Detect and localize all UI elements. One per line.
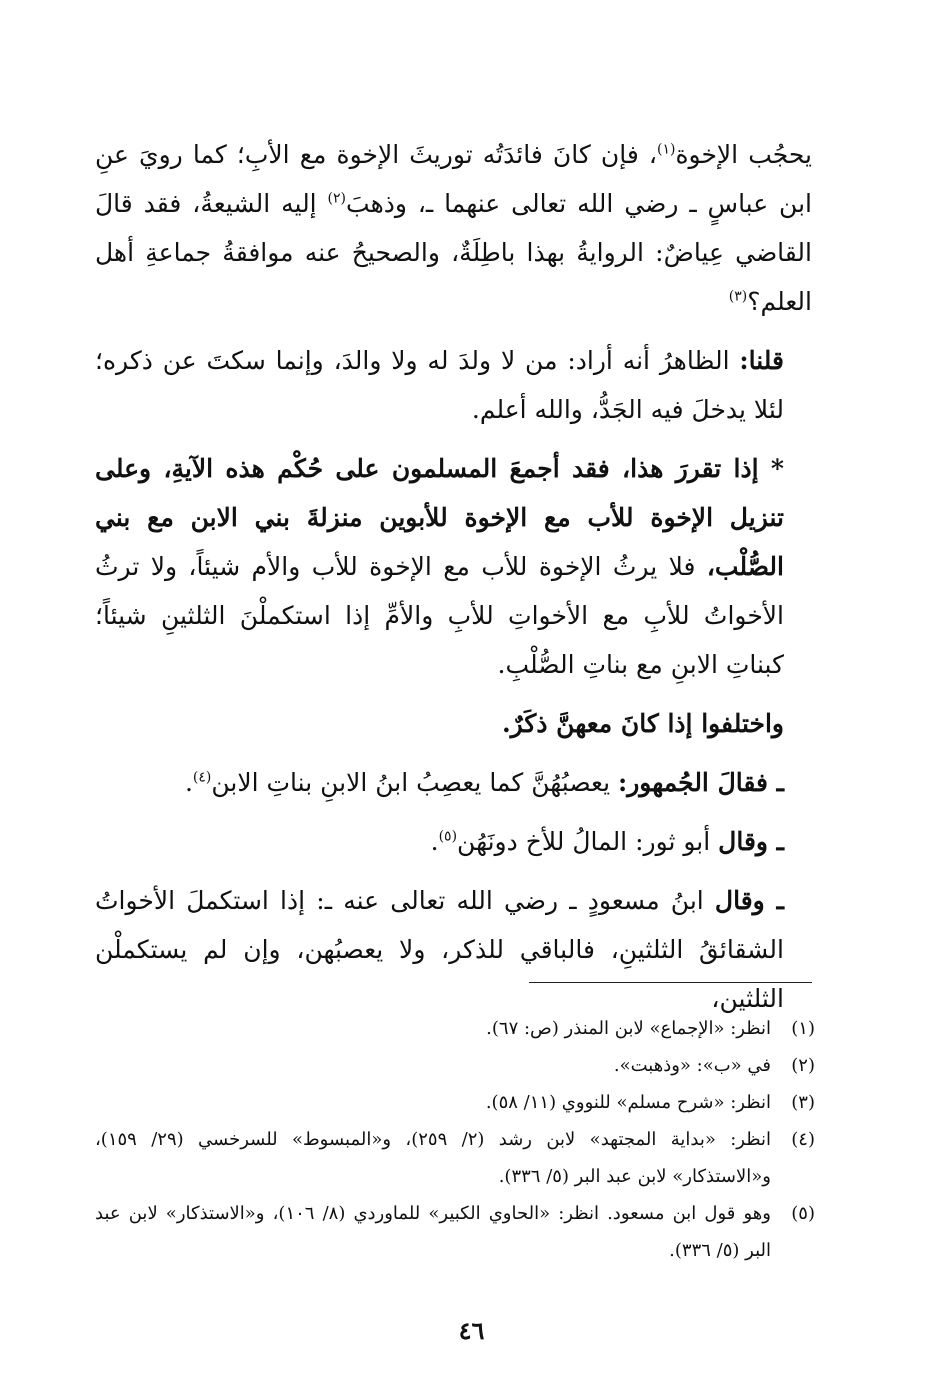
paragraph-3-bold-text: * إذا تقررَ هذا، فقد أجمعَ المسلمون على حُكْم هذه الآيةِ، وعلى تنزيل الإخوة للأب مع الإخوة للأبوين منزلةَ بني الابن مع بني الصُّلْب، <box>95 454 784 581</box>
paragraph-4-text: واختلفوا إذا كانَ معهنَّ ذكَرٌ. <box>501 709 784 738</box>
paragraph-5-end: . <box>184 768 193 797</box>
paragraph-2-lead: قلنا: <box>739 346 784 375</box>
paragraph-1-text-c: إليه الشيعةُ، فقد قالَ القاضي عِياضٌ: الروايةُ بهذا باطِلَةٌ، والصحيحُ عنه موافقةُ جماعةِ أهل العلم؟ <box>95 189 812 316</box>
footnote-1 <box>95 1010 815 1047</box>
paragraph-2 <box>95 336 812 434</box>
paragraph-5 <box>95 758 812 807</box>
footnote-number: (٣) <box>791 1092 815 1113</box>
paragraph-7-text: ابنُ مسعودٍ ـ رضي الله تعالى عنه ـ: إذا استكملَ الأخواتُ الشقائقُ الثلثينِ، فالباقي للذكر، ولا يعصبُهن، وإن لم يستكملْن الثلثين، <box>95 886 784 1013</box>
footnote-ref-2[interactable]: (٢) <box>327 190 347 207</box>
paragraph-1-text-b: ، فإن كانَ فائدَتُه توريثَ الإخوة مع الأبِ؛ كما رويَ عنِ ابن عباسٍ ـ رضي الله تعالى عنهما ـ، وذهبَ <box>95 140 812 218</box>
paragraph-5-text: يعصبُهُنَّ كما يعصِبُ ابنُ الابنِ بناتِ الابن <box>211 768 618 797</box>
footnote-3 <box>95 1084 815 1121</box>
footnotes <box>95 1010 815 1269</box>
paragraph-1 <box>95 130 812 326</box>
footnote-text: في «ب»: «وذهبت». <box>613 1055 771 1076</box>
footnote-4 <box>95 1121 815 1195</box>
footnote-ref-5[interactable]: (٥) <box>438 828 458 845</box>
paragraph-6-end: . <box>430 827 439 856</box>
footnote-text: انظر: «شرح مسلم» للنووي (١١/ ٥٨). <box>485 1092 771 1113</box>
paragraph-6-lead: ـ وقال <box>718 827 784 856</box>
footnote-5 <box>95 1195 815 1269</box>
paragraph-6 <box>95 817 812 866</box>
paragraph-3-text: فلا يرثُ الإخوة للأب مع الإخوة للأب والأم شيئاً، ولا ترثُ الأخواتُ للأبِ مع الأخواتِ للأبِ والأمِّ إذا استكملْنَ الثلثينِ شيئاً؛ كبناتِ الابنِ مع بناتِ الصُّلْبِ. <box>95 552 784 679</box>
footnote-text: انظر: «بداية المجتهد» لابن رشد (٢/ ٢٥٩)، و«المبسوط» للسرخسي (٢٩/ ١٥٩)، و«الاستذكار» لابن عبد البر (٥/ ٣٣٦). <box>95 1129 772 1187</box>
footnote-divider <box>529 982 812 983</box>
footnote-ref-1[interactable]: (١) <box>656 141 676 158</box>
page-number: ٤٦ <box>458 1316 485 1345</box>
footnote-number: (٢) <box>791 1055 815 1076</box>
footnote-number: (١) <box>791 1018 815 1039</box>
footnote-number: (٥) <box>791 1203 815 1224</box>
footnote-text: وهو قول ابن مسعود. انظر: «الحاوي الكبير» للماوردي (٨/ ١٠٦)، و«الاستذكار» لابن عبد البر (٥/ ٣٣٦). <box>95 1203 771 1261</box>
footnote-text: انظر: «الإجماع» لابن المنذر (ص: ٦٧). <box>486 1018 771 1039</box>
paragraph-6-text: أبو ثور: المالُ للأخ دونَهُن <box>457 827 719 856</box>
footnote-number: (٤) <box>791 1129 815 1150</box>
paragraph-3 <box>95 444 812 689</box>
paragraph-1-text-a: يحجُب الإخوة <box>675 140 812 169</box>
footnote-ref-4[interactable]: (٤) <box>192 769 212 786</box>
paragraph-2-text: الظاهرُ أنه أراد: من لا ولدَ له ولا والدَ، وإنما سكتَ عن ذكره؛ لئلا يدخلَ فيه الجَدُّ، والله أعلم. <box>95 346 784 424</box>
main-text <box>95 130 812 1033</box>
paragraph-5-lead: ـ فقالَ الجُمهور: <box>617 768 784 797</box>
footnote-ref-3[interactable]: (٣) <box>728 288 748 305</box>
footnote-2 <box>95 1047 815 1084</box>
paragraph-7-lead: ـ وقال <box>714 886 784 915</box>
paragraph-4 <box>95 699 812 748</box>
paragraph-7 <box>95 876 812 1023</box>
